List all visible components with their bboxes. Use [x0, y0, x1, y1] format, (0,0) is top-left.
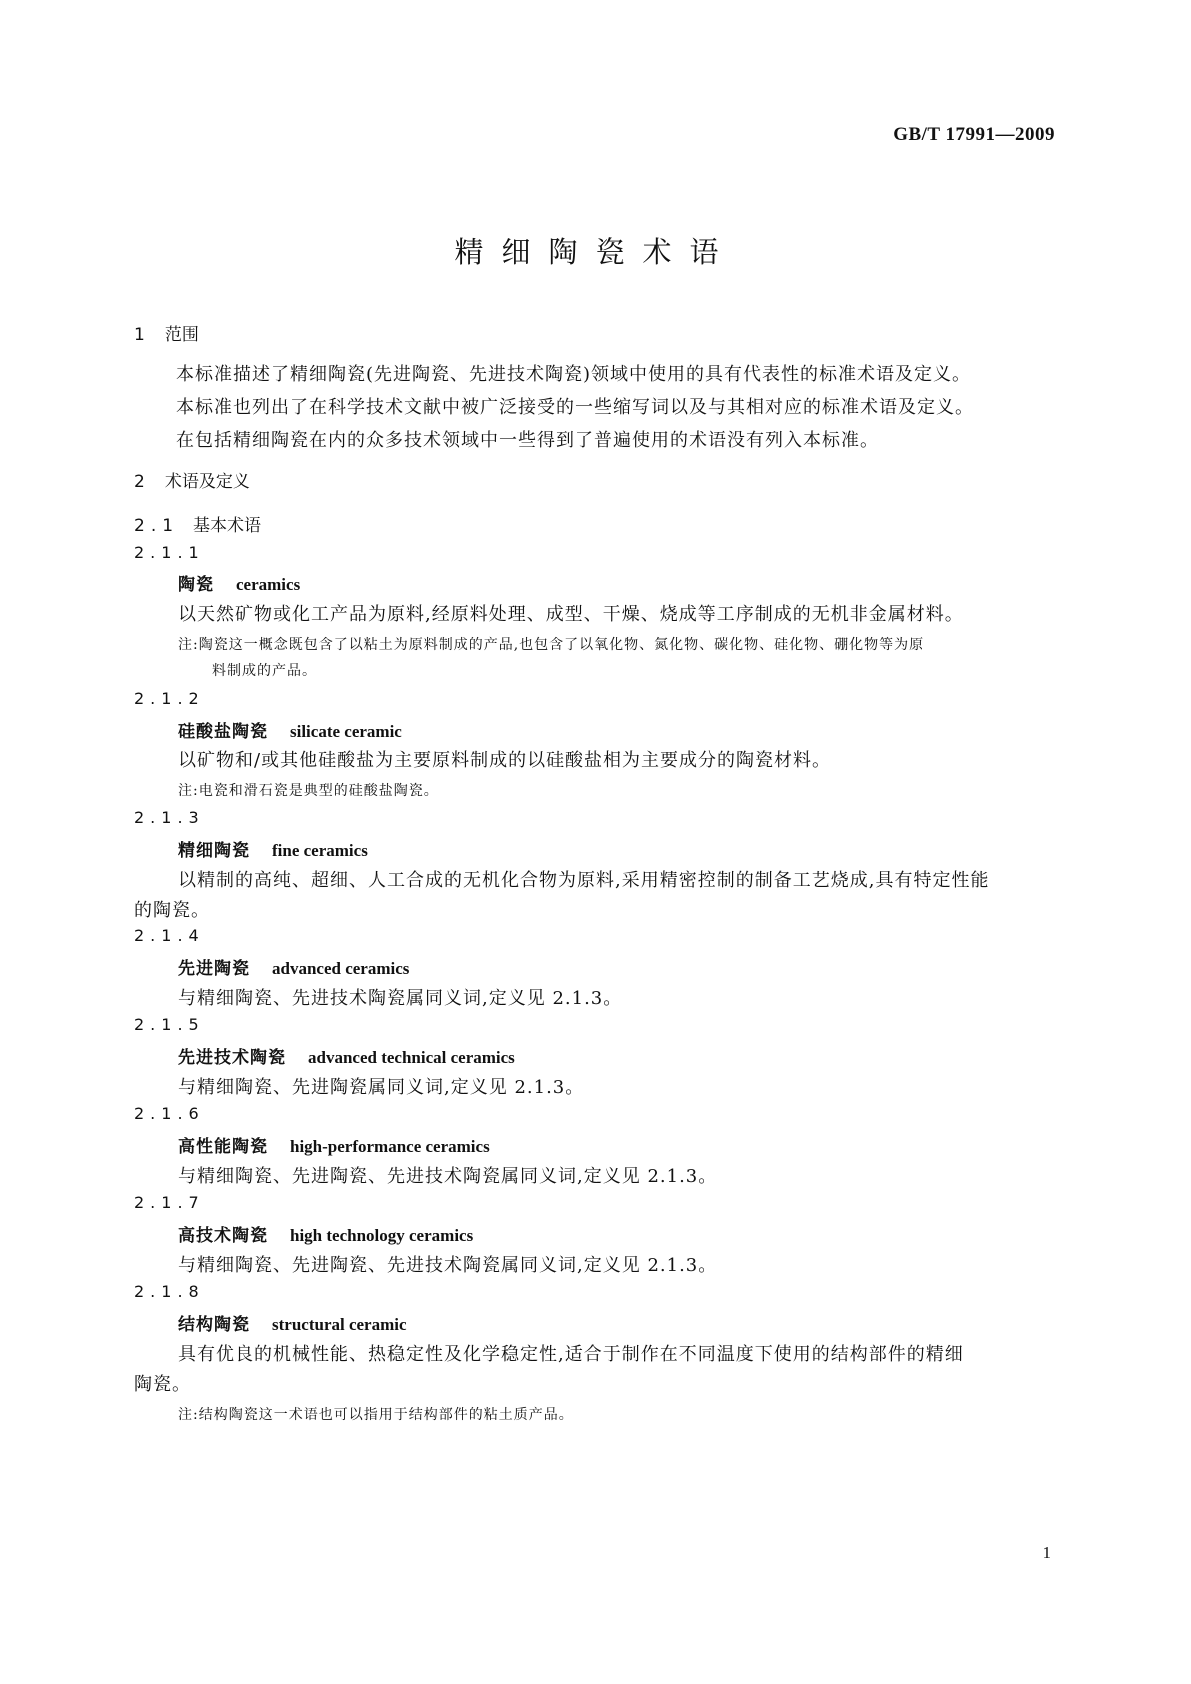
subsection-heading: [134, 511, 261, 536]
term-chinese: 陶瓷: [178, 575, 214, 595]
document-number: GB/T 17991—2009: [893, 124, 1055, 145]
subsection-title: 基本术语: [193, 516, 262, 536]
term-definition: 以矿物和/或其他硅酸盐为主要原料制成的以硅酸盐相为主要成分的陶瓷材料。: [178, 750, 832, 771]
term-english: silicate ceramic: [290, 722, 402, 741]
term-english: advanced ceramics: [272, 959, 410, 978]
scope-paragraph-line: 在包括精细陶瓷在内的众多技术领域中一些得到了普遍使用的术语没有列入本标准。: [176, 430, 879, 451]
term-number: 2.1.2: [134, 689, 205, 708]
term-english: structural ceramic: [272, 1315, 407, 1334]
term-chinese: 硅酸盐陶瓷: [178, 722, 268, 742]
term-heading: [178, 954, 409, 979]
term-definition: 与精细陶瓷、先进技术陶瓷属同义词,定义见 2.1.3。: [178, 988, 623, 1009]
term-english: high technology ceramics: [290, 1226, 474, 1245]
term-definition: 以天然矿物或化工产品为原料,经原料处理、成型、干燥、烧成等工序制成的无机非金属材料。: [178, 604, 964, 625]
scope-paragraph-line: 本标准描述了精细陶瓷(先进陶瓷、先进技术陶瓷)领域中使用的具有代表性的标准术语及定义。: [176, 364, 972, 385]
page-title: 精细陶瓷术语: [454, 235, 737, 269]
term-number: 2.1.7: [134, 1193, 205, 1212]
term-definition: 陶瓷。: [134, 1374, 191, 1395]
term-english: ceramics: [236, 575, 301, 594]
term-number: 2.1.4: [134, 926, 205, 945]
term-heading: [178, 1310, 407, 1335]
term-definition: 的陶瓷。: [134, 900, 210, 921]
term-note: 注:结构陶瓷这一术语也可以指用于结构部件的粘土质产品。: [178, 1407, 574, 1423]
term-note: 料制成的产品。: [212, 663, 317, 679]
term-chinese: 结构陶瓷: [178, 1315, 250, 1335]
term-definition: 与精细陶瓷、先进陶瓷、先进技术陶瓷属同义词,定义见 2.1.3。: [178, 1166, 718, 1187]
term-note: 注:陶瓷这一概念既包含了以粘土为原料制成的产品,也包含了以氧化物、氮化物、碳化物、硅化物、硼化物等为原: [178, 637, 925, 653]
term-heading: [178, 1043, 515, 1068]
term-chinese: 先进陶瓷: [178, 959, 250, 979]
subsection-number: 2.1: [134, 516, 180, 536]
term-number: 2.1.1: [134, 543, 205, 562]
page-number: 1: [1042, 1543, 1051, 1562]
term-note: 注:电瓷和滑石瓷是典型的硅酸盐陶瓷。: [178, 783, 439, 799]
term-heading: [178, 1132, 490, 1157]
term-heading: [178, 717, 402, 742]
term-heading: [178, 1221, 473, 1246]
term-english: advanced technical ceramics: [308, 1048, 515, 1067]
term-chinese: 高技术陶瓷: [178, 1226, 268, 1246]
term-english: fine ceramics: [272, 841, 368, 860]
term-definition: 与精细陶瓷、先进陶瓷、先进技术陶瓷属同义词,定义见 2.1.3。: [178, 1255, 718, 1276]
term-definition: 以精制的高纯、超细、人工合成的无机化合物为原料,采用精密控制的制备工艺烧成,具有特定性能: [178, 870, 990, 891]
term-definition: 与精细陶瓷、先进陶瓷属同义词,定义见 2.1.3。: [178, 1077, 585, 1098]
section-number: 1: [134, 325, 151, 345]
section-title: 术语及定义: [164, 472, 250, 492]
scope-paragraph-line: 本标准也列出了在科学技术文献中被广泛接受的一些缩写词以及与其相对应的标准术语及定义。: [176, 397, 974, 418]
section-1-heading: [134, 320, 199, 345]
term-chinese: 高性能陶瓷: [178, 1137, 268, 1157]
term-english: high-performance ceramics: [290, 1137, 490, 1156]
term-chinese: 精细陶瓷: [178, 841, 250, 861]
term-chinese: 先进技术陶瓷: [178, 1048, 286, 1068]
term-heading: [178, 570, 300, 595]
term-number: 2.1.5: [134, 1015, 205, 1034]
section-title: 范围: [164, 325, 199, 345]
term-number: 2.1.3: [134, 808, 205, 827]
term-heading: [178, 836, 368, 861]
term-number: 2.1.8: [134, 1282, 205, 1301]
term-number: 2.1.6: [134, 1104, 205, 1123]
term-definition: 具有优良的机械性能、热稳定性及化学稳定性,适合于制作在不同温度下使用的结构部件的精细: [178, 1344, 964, 1365]
section-number: 2: [134, 472, 151, 492]
section-2-heading: [134, 467, 250, 492]
